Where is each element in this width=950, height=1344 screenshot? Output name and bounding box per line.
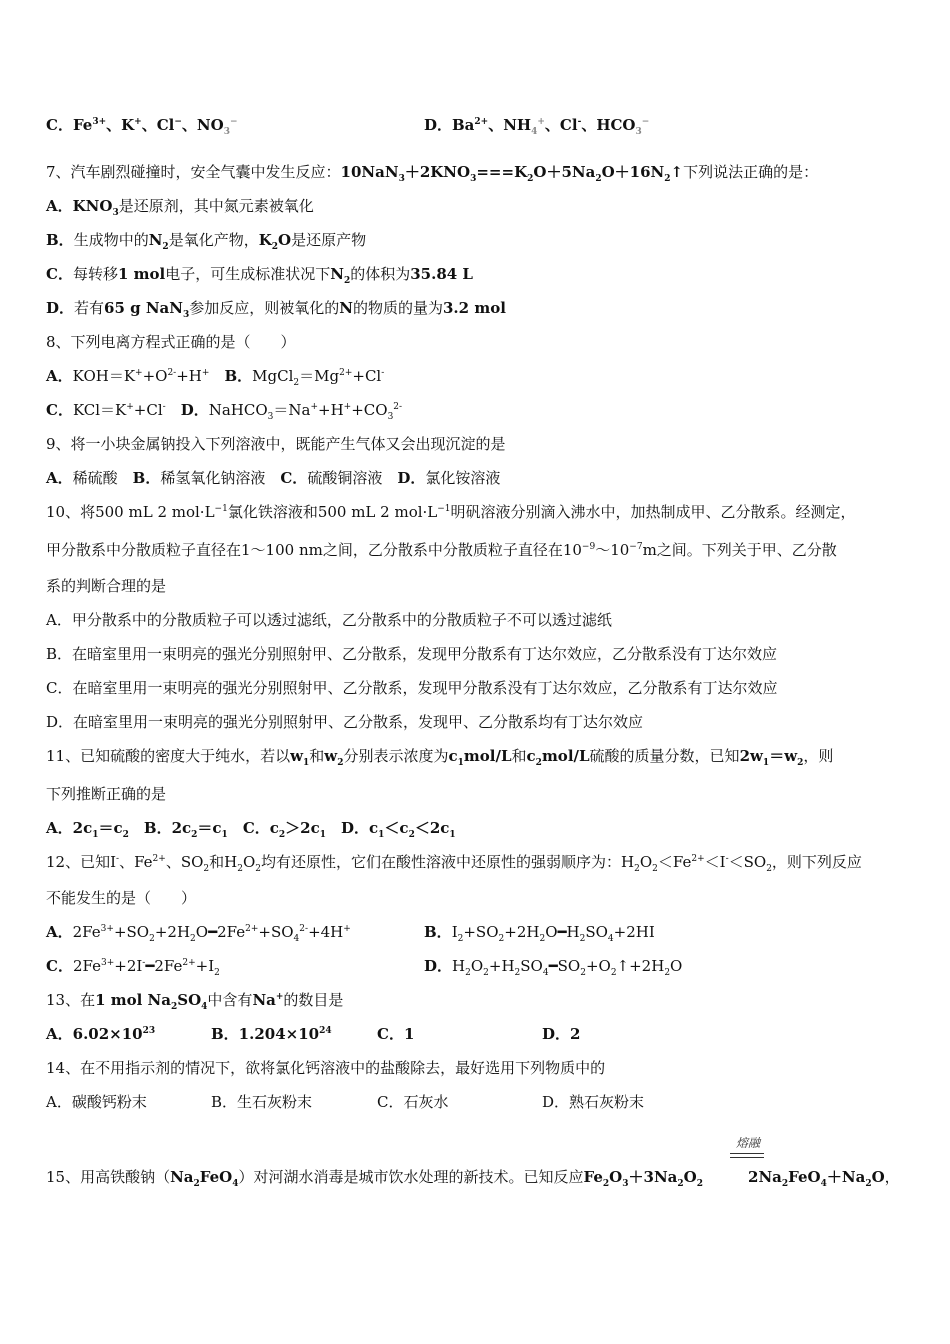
q10-stem-line3: 系的判断合理的是 bbox=[46, 577, 167, 595]
q7-option-c: C．每转移1 mol电子，可生成标准状况下$N_2$的体积为35.84 L bbox=[46, 265, 473, 286]
q7-option-b: B．生成物中的$N_2$是氧化产物，$K_2O$是还原产物 bbox=[46, 231, 367, 252]
q12-options-cd bbox=[46, 956, 920, 976]
q9-stem: 9、将一小块金属钠投入下列溶液中，既能产生气体又会出现沉淀的是 bbox=[46, 435, 506, 453]
q7-stem: 7、汽车剧烈碰撞时，安全气囊中发生反应：$10NaN_3+2KNO_3===K_2O+5Na_2O+16N_2↑$下列说法正确的是： bbox=[46, 163, 819, 184]
q11-options: A．$2c_1=c_2$ B．$2c_2=c_1$ C．$c_2>2c_1$ D．$c_1<c_2<2c_1$ bbox=[46, 819, 456, 840]
q12-option-b: B．$I_2+SO_2+2H_2O━H_2SO_4+2HI$ bbox=[424, 923, 655, 944]
reaction-arrow-line bbox=[730, 1157, 764, 1158]
q6-options-row bbox=[46, 115, 920, 135]
q14-option-c: C．石灰水 bbox=[377, 1093, 449, 1111]
q12-options-ab bbox=[46, 922, 920, 942]
q8-stem: 8、下列电离方程式正确的是（ ） bbox=[46, 333, 296, 351]
q10-option-b: B．在暗室里用一束明亮的强光分别照射甲、乙分散系，发现甲分散系有丁达尔效应，乙分散系没有丁达尔效应 bbox=[46, 645, 778, 663]
q10-stem-line1: 10、将500 mL 2 $mol\cdot L^{-1}$氯化铁溶液和500 mL 2 $mol\cdot L^{-1}$明矾溶液分别滴入沸水中，加热制成甲、乙分散系。经测定， bbox=[46, 503, 856, 521]
q12-option-a: A．$2Fe^{3+}+SO_2+2H_2O━2Fe^{2+}+SO_4^{2-}+4H^+$ bbox=[46, 923, 351, 944]
q13-option-b: B．$1.204\times 10^{24}$ bbox=[211, 1025, 332, 1043]
q14-stem: 14、在不用指示剂的情况下，欲将氯化钙溶液中的盐酸除去，最好选用下列物质中的 bbox=[46, 1059, 606, 1077]
q14-option-b: B．生石灰粉末 bbox=[211, 1093, 313, 1111]
q6-option-d: D．$Ba^{2+}$、$NH_4^+$、Cl-、$HCO_3^-$ bbox=[424, 116, 650, 137]
reaction-condition-label: 熔融 bbox=[735, 1136, 760, 1150]
q10-option-c: C．在暗室里用一束明亮的强光分别照射甲、乙分散系，发现甲分散系没有丁达尔效应，乙分散系有丁达尔效应 bbox=[46, 679, 778, 697]
q13-options bbox=[46, 1024, 920, 1044]
q7-option-a: A．$KNO_3$是还原剂，其中氮元素被氧化 bbox=[46, 197, 314, 218]
q15-stem: 15、用高铁酸钠$(Na_2FeO_4)$对河湖水消毒是城市饮水处理的新技术。已知反应$Fe_2O_3+3Na_2O_2$ $2Na_2FeO_4+Na_2O$， bbox=[46, 1168, 900, 1189]
q8-options-ab: A．$KOH=K^++O^{2-}+H^+$ B．$MgCl_2=Mg^{2+}+Cl^-$ bbox=[46, 367, 385, 388]
q14-options bbox=[46, 1092, 920, 1112]
q10-stem-line2: 甲分散系中分散质粒子直径在1～100 nm之间，乙分散系中分散质粒子直径在$10^{-9}\sim 10^{-7}m$之间。下列关于甲、乙分散 bbox=[46, 541, 837, 559]
q10-option-a: A．甲分散系中的分散质粒子可以透过滤纸，乙分散系中的分散质粒子不可以透过滤纸 bbox=[46, 611, 612, 629]
q14-option-d: D．熟石灰粉末 bbox=[542, 1093, 645, 1111]
q13-option-d: D．2 bbox=[542, 1025, 581, 1043]
q12-option-c: C．$2Fe^{3+}+2I^-━2Fe^{2+}+I_2$ bbox=[46, 957, 220, 978]
q12-option-d: D．$H_2O_2+H_2SO_4━SO_2+O_2↑+2H_2O$ bbox=[424, 957, 683, 978]
q9-options: A．稀硫酸 B．稀氢氧化钠溶液 C．硫酸铜溶液 D．氯化铵溶液 bbox=[46, 469, 501, 487]
q11-stem-line1: 11、已知硫酸的密度大于纯水，若以$w_1$和$w_2$分别表示浓度为$c_1mol/L$和$c_2mol/L$硫酸的质量分数，已知$2w_1=w_2$，则 bbox=[46, 747, 834, 768]
q10-option-d: D．在暗室里用一束明亮的强光分别照射甲、乙分散系，发现甲、乙分散系均有丁达尔效应 bbox=[46, 713, 644, 731]
q8-options-cd: C．KCl＝K++Cl- D．$NaHCO_3=Na^++H^++CO_3^{2-}$ bbox=[46, 401, 403, 422]
q13-option-c: C．1 bbox=[377, 1025, 415, 1043]
reaction-arrow-line bbox=[730, 1153, 764, 1154]
q11-stem-line2: 下列推断正确的是 bbox=[46, 785, 167, 803]
q7-option-d: D．若有65 g NaN$_3$参加反应，则被氧化的N的物质的量为3.2 mol bbox=[46, 299, 506, 320]
q12-stem-line1: 12、已知I-、$Fe^{2+}$、$SO_2$和$H_2O_2$均有还原性，它们在酸性溶液中还原性的强弱顺序为：$H_2O_2<Fe^{2+}<I^-<SO_2$，则下列反应 bbox=[46, 853, 862, 874]
q14-option-a: A．碳酸钙粉末 bbox=[46, 1093, 147, 1111]
q12-stem-line2: 不能发生的是（ ） bbox=[46, 889, 197, 907]
q13-stem: 13、在1 mol $Na_2SO_4$中含有Na+的数目是 bbox=[46, 991, 344, 1012]
q13-option-a: A．$6.02\times 10^{23}$ bbox=[46, 1025, 156, 1043]
q6-option-c: C．$Fe^{3+}$、K+、Cl−、$NO_3^-$ bbox=[46, 116, 238, 137]
